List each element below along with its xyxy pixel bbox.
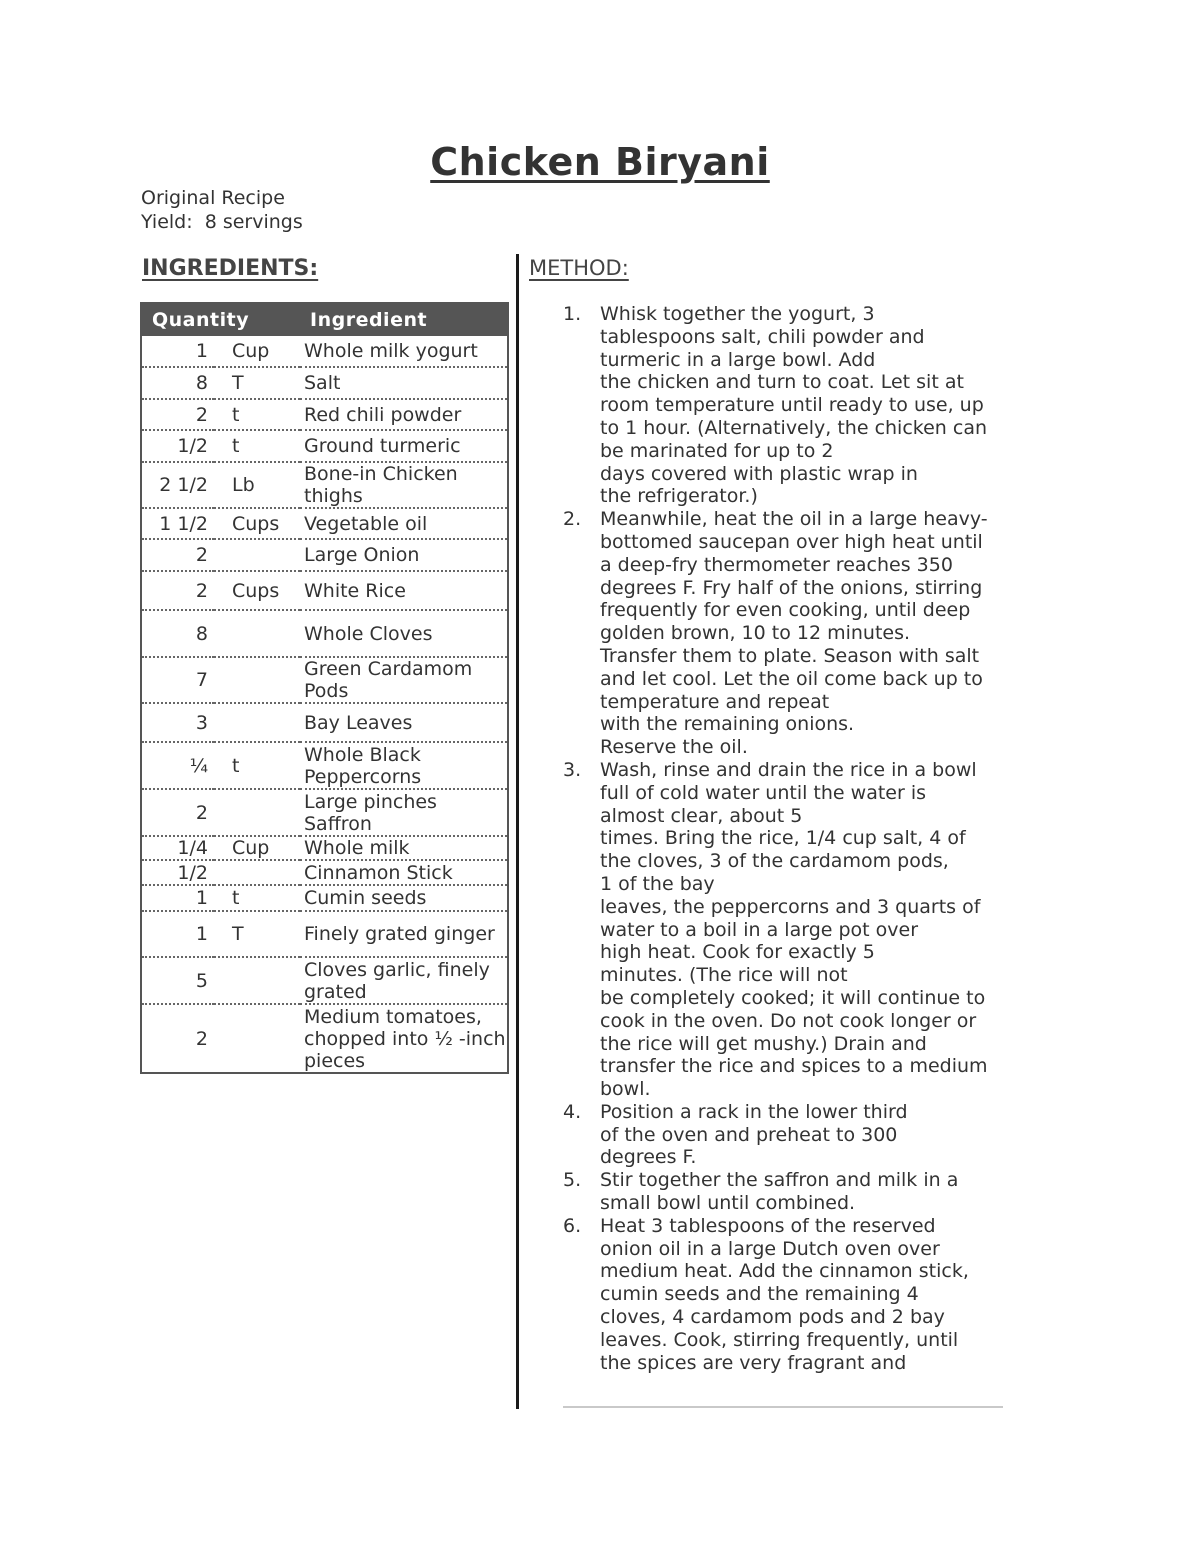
ingredient-unit: Cup xyxy=(214,336,300,367)
ingredient-quantity: 1/4 xyxy=(142,836,214,860)
step-text-line: full of cold water until the water is xyxy=(600,781,927,804)
ingredient-quantity: ¼ xyxy=(142,742,214,789)
step-number: 4. xyxy=(563,1100,582,1123)
yield-label: Yield: 8 servings xyxy=(141,211,303,233)
step-text-line: room temperature until ready to use, up xyxy=(600,394,984,417)
step-number: 2. xyxy=(563,508,582,531)
method-steps xyxy=(563,303,1008,1374)
step-text-line: of the oven and preheat to 300 xyxy=(600,1123,898,1146)
method-step xyxy=(563,1215,1008,1375)
ingredient-name: Cinnamon Stick xyxy=(300,860,507,885)
step-text-line: bottomed saucepan over high heat until xyxy=(600,530,983,553)
step-text-line: Transfer them to plate. Season with salt xyxy=(600,644,980,667)
step-text-line: the chicken and turn to coat. Let sit at xyxy=(600,371,964,394)
table-row xyxy=(142,571,507,610)
ingredient-quantity: 8 xyxy=(142,367,214,399)
table-row xyxy=(142,657,507,703)
recipe-meta xyxy=(141,186,303,234)
footer-rule xyxy=(563,1406,1003,1408)
step-text-line: Wash, rinse and drain the rice in a bowl xyxy=(600,758,977,781)
table-row xyxy=(142,885,507,911)
table-row xyxy=(142,911,507,957)
method-step xyxy=(563,508,1008,759)
ingredient-quantity: 7 xyxy=(142,657,214,703)
ingredients-heading: INGREDIENTS: xyxy=(142,256,319,281)
step-number: 6. xyxy=(563,1214,582,1237)
table-row xyxy=(142,742,507,789)
ingredient-unit: Cup xyxy=(214,836,300,860)
table-row xyxy=(142,367,507,399)
ingredient-name: Medium tomatoes, chopped into ½ -inch pieces xyxy=(304,1005,506,1072)
ingredient-quantity: 2 xyxy=(142,399,214,430)
ingredient-unit xyxy=(214,539,300,571)
ingredient-quantity: 2 xyxy=(142,539,214,571)
step-text-line: the spices are very fragrant and xyxy=(600,1351,907,1374)
ingredient-name: Green Cardamom Pods xyxy=(300,657,507,703)
ingredient-name: Whole Black Peppercorns xyxy=(300,742,507,789)
step-text-line: medium heat. Add the cinnamon stick, xyxy=(600,1260,969,1283)
ingredient-quantity: 1 xyxy=(142,911,214,957)
table-row xyxy=(142,1004,507,1072)
step-text-line: transfer the rice and spices to a medium xyxy=(600,1055,988,1078)
step-text-line: cumin seeds and the remaining 4 xyxy=(600,1283,919,1306)
step-text-line: the cloves, 3 of the cardamom pods, xyxy=(600,850,949,873)
step-text-line: times. Bring the rice, 1/4 cup salt, 4 of xyxy=(600,827,966,850)
ingredient-quantity: 1/2 xyxy=(142,860,214,885)
ingredient-quantity: 1 1/2 xyxy=(142,508,214,539)
ingredient-name: Large pinches Saffron xyxy=(300,789,507,836)
ingredient-unit: T xyxy=(214,911,300,957)
step-text-line: to 1 hour. (Alternatively, the chicken can xyxy=(600,416,988,439)
method-step xyxy=(563,1169,1008,1215)
table-header-row xyxy=(142,304,507,336)
quantity-column-header: Quantity xyxy=(142,304,300,336)
table-row xyxy=(142,336,507,367)
step-text-line: degrees F. Fry half of the onions, stirring xyxy=(600,576,983,599)
ingredient-name: Vegetable oil xyxy=(300,508,507,539)
step-text-line: leaves, the peppercorns and 3 quarts of xyxy=(600,895,981,918)
step-text-line: cloves, 4 cardamom pods and 2 bay xyxy=(600,1306,945,1329)
ingredient-quantity: 1 xyxy=(142,336,214,367)
step-text-line: Heat 3 tablespoons of the reserved xyxy=(600,1214,936,1237)
ingredient-unit xyxy=(214,860,300,885)
ingredient-name: Red chili powder xyxy=(300,399,507,430)
table-row xyxy=(142,610,507,657)
ingredient-name: Ground turmeric xyxy=(300,430,507,462)
step-text-line: onion oil in a large Dutch oven over xyxy=(600,1237,940,1260)
step-text-line: golden brown, 10 to 12 minutes. xyxy=(600,622,911,645)
step-text-line: tablespoons salt, chili powder and xyxy=(600,325,925,348)
step-text-line: leaves. Cook, stirring frequently, until xyxy=(600,1328,959,1351)
table-row xyxy=(142,703,507,742)
method-heading: METHOD: xyxy=(529,256,629,280)
step-text-line: Position a rack in the lower third xyxy=(600,1100,908,1123)
ingredient-quantity: 1 xyxy=(142,885,214,911)
step-number: 3. xyxy=(563,758,582,781)
ingredient-unit xyxy=(214,610,300,657)
method-list xyxy=(563,303,1008,1374)
ingredient-name: White Rice xyxy=(300,571,507,610)
ingredient-quantity: 2 1/2 xyxy=(142,462,214,508)
ingredient-name: Whole Cloves xyxy=(300,610,507,657)
step-text-line: Whisk together the yogurt, 3 xyxy=(600,303,875,325)
method-step xyxy=(563,759,1008,1101)
step-text-line: turmeric in a large bowl. Add xyxy=(600,348,876,371)
ingredient-name: Cumin seeds xyxy=(300,885,507,911)
ingredient-name: Bone-in Chicken thighs xyxy=(300,462,507,508)
ingredient-unit xyxy=(214,1004,300,1072)
step-text-line: degrees F. xyxy=(600,1146,697,1169)
table-row xyxy=(142,462,507,508)
ingredients-table xyxy=(140,302,509,1074)
step-text-line: Stir together the saffron and milk in a xyxy=(600,1169,959,1192)
ingredient-unit: t xyxy=(214,742,300,789)
ingredient-unit: t xyxy=(214,399,300,430)
step-text-line: with the remaining onions. xyxy=(600,713,855,736)
ingredient-name: Whole milk xyxy=(300,836,507,860)
step-text-line: temperature and repeat xyxy=(600,690,830,713)
step-text-line: a deep-fry thermometer reaches 350 xyxy=(600,553,953,576)
ingredient-unit xyxy=(214,957,300,1004)
ingredient-unit: t xyxy=(214,885,300,911)
ingredient-name: Whole milk yogurt xyxy=(300,336,507,367)
step-text-line: Meanwhile, heat the oil in a large heavy- xyxy=(600,508,988,531)
ingredient-name: Finely grated ginger xyxy=(300,911,507,957)
ingredient-unit: Lb xyxy=(214,462,300,508)
step-number: 5. xyxy=(563,1169,582,1192)
ingredient-quantity: 1/2 xyxy=(142,430,214,462)
table-row xyxy=(142,399,507,430)
original-recipe-label: Original Recipe xyxy=(141,187,285,209)
ingredient-unit: t xyxy=(214,430,300,462)
ingredient-unit: Cups xyxy=(214,571,300,610)
step-text-line: minutes. (The rice will not xyxy=(600,964,848,987)
table-row xyxy=(142,836,507,860)
step-text-line: small bowl until combined. xyxy=(600,1192,856,1215)
ingredient-unit: T xyxy=(214,367,300,399)
method-step xyxy=(563,1101,1008,1169)
ingredient-name: Large Onion xyxy=(300,539,507,571)
step-text-line: cook in the oven. Do not cook longer or xyxy=(600,1009,977,1032)
ingredient-quantity: 3 xyxy=(142,703,214,742)
step-text-line: high heat. Cook for exactly 5 xyxy=(600,941,875,964)
step-text-line: be marinated for up to 2 xyxy=(600,439,834,462)
ingredient-unit xyxy=(214,789,300,836)
step-text-line: Reserve the oil. xyxy=(600,736,748,759)
table-row xyxy=(142,539,507,571)
ingredient-quantity: 2 xyxy=(195,1027,208,1050)
step-number: 1. xyxy=(563,303,582,325)
step-text-line: be completely cooked; it will continue to xyxy=(600,986,986,1009)
step-text-line: and let cool. Let the oil come back up to xyxy=(600,667,983,690)
ingredient-quantity: 2 xyxy=(142,571,214,610)
ingredient-quantity: 5 xyxy=(142,957,214,1004)
step-text-line: water to a boil in a large pot over xyxy=(600,918,919,941)
ingredient-quantity: 2 xyxy=(142,789,214,836)
step-text-line: frequently for even cooking, until deep xyxy=(600,599,971,622)
recipe-title: Chicken Biryani xyxy=(430,140,770,184)
step-text-line: almost clear, about 5 xyxy=(600,804,803,827)
step-text-line: bowl. xyxy=(600,1078,651,1101)
step-text-line: the rice will get mushy.) Drain and xyxy=(600,1032,927,1055)
ingredient-unit xyxy=(214,703,300,742)
column-divider xyxy=(516,254,519,1409)
ingredient-unit: Cups xyxy=(214,508,300,539)
ingredient-column-header: Ingredient xyxy=(300,304,507,336)
step-text-line: days covered with plastic wrap in xyxy=(600,462,918,485)
step-text-line: 1 of the bay xyxy=(600,872,715,895)
ingredient-name: Bay Leaves xyxy=(300,703,507,742)
table-row xyxy=(142,789,507,836)
table-row xyxy=(142,508,507,539)
table-row xyxy=(142,860,507,885)
step-text-line: the refrigerator.) xyxy=(600,485,758,508)
method-step xyxy=(563,303,1008,508)
ingredient-name: Salt xyxy=(300,367,507,399)
table-row xyxy=(142,957,507,1004)
ingredient-name: Cloves garlic, finely grated xyxy=(300,957,507,1004)
ingredient-quantity: 8 xyxy=(142,610,214,657)
ingredient-unit xyxy=(214,657,300,703)
table-row xyxy=(142,430,507,462)
